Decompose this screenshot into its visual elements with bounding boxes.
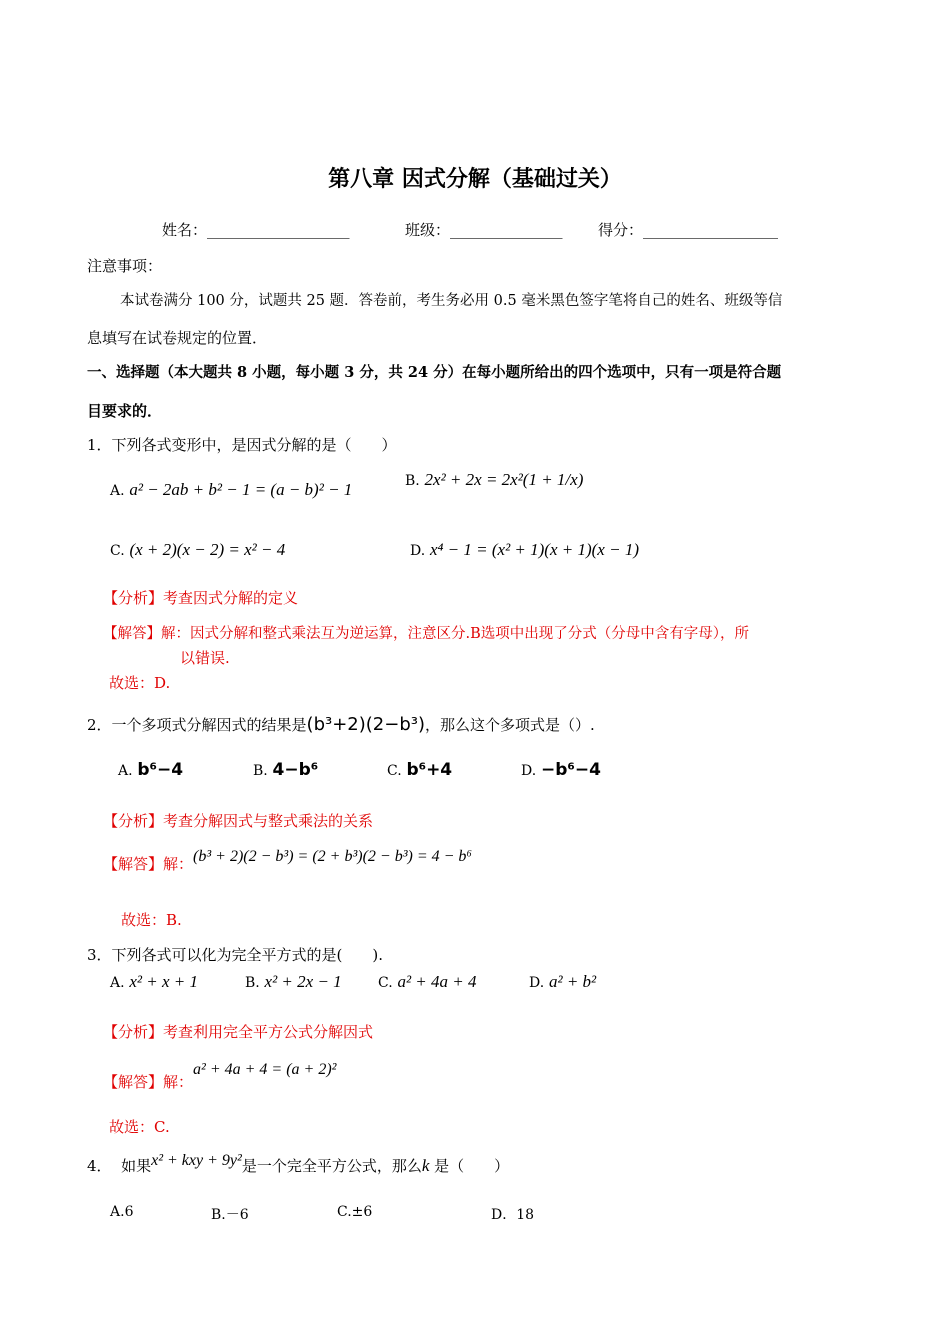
q2-choice: 故选：B.: [121, 911, 182, 929]
q2-option-b: [253, 760, 318, 780]
notice-label: 注意事项：: [87, 257, 163, 275]
option-text: －6: [225, 1207, 249, 1223]
score-field: 得分：__________________: [598, 221, 779, 239]
option-label: B.: [253, 763, 268, 779]
q2-option-d: [521, 760, 601, 780]
option-math: x⁴ − 1 = (x² + 1)(x + 1)(x − 1): [429, 540, 639, 559]
option-text: 6: [124, 1204, 134, 1220]
option-math: b⁶−4: [137, 760, 184, 780]
q3-option-c: [378, 972, 477, 992]
q1-answer: 【解答】解：因式分解和整式乘法互为逆运算，注意区分.B选项中出现了分式（分母中含有字母），所: [103, 626, 750, 642]
option-label: A.: [110, 975, 125, 991]
option-text: ±6: [351, 1204, 373, 1220]
q1-option-a: [110, 480, 352, 500]
q3-option-b: [245, 972, 342, 992]
option-math: a² − 2ab + b² − 1 = (a − b)² − 1: [129, 480, 353, 499]
q1-choice: 故选：D.: [109, 674, 171, 692]
option-label: A.: [118, 763, 133, 779]
answer-math: a² + 4a + 4 = (a + 2)²: [193, 1061, 337, 1078]
stem-end: ，那么这个多项式是（）.: [425, 716, 595, 734]
q4-option-c: [337, 1204, 372, 1220]
stem-end: 是（ ）: [434, 1157, 510, 1175]
q2-analysis: 【分析】考查分解因式与整式乘法的关系: [103, 812, 374, 830]
class-field: 班级：_______________: [405, 221, 563, 239]
stem-text: 2．一个多项式分解因式的结果是: [87, 716, 307, 734]
option-label: B.: [211, 1207, 226, 1223]
notice-text-cont: 息填写在试卷规定的位置．: [87, 329, 268, 347]
option-math: (x + 2)(x − 2) = x² − 4: [129, 540, 286, 559]
page-title: 第八章 因式分解（基础过关）: [328, 167, 622, 192]
stem-math: (b³+2)(2−b³): [306, 714, 425, 735]
stem-text: 如果: [121, 1157, 152, 1175]
q3-choice: 故选：C.: [109, 1118, 170, 1136]
option-label: C.: [110, 543, 125, 559]
option-label: B.: [245, 975, 260, 991]
q1-answer-cont: 以错误.: [180, 649, 230, 667]
q1-analysis: 【分析】考查因式分解的定义: [103, 589, 299, 607]
stem-var: k: [421, 1156, 430, 1175]
option-label: C.: [387, 763, 402, 779]
question-2-stem: [87, 714, 595, 735]
notice-text: 本试卷满分 100 分，试题共 25 题．答卷前，考生务必用 0.5 毫米黑色签字笔将自己的姓名、班级等信: [120, 293, 783, 309]
section-heading: 一、选择题（本大题共 8 小题，每小题 3 分，共 24 分）在每小题所给出的四个选项中，只有一项是符合题: [87, 364, 782, 381]
option-math: x² + x + 1: [129, 972, 198, 991]
option-label: B.: [405, 473, 420, 489]
q3-option-d: [529, 972, 596, 992]
q2-option-c: [387, 760, 452, 780]
option-label: A.: [110, 1204, 125, 1220]
option-math: 4−b⁶: [272, 760, 319, 780]
option-label: D.: [529, 975, 545, 991]
answer-label: 【解答】解：: [103, 1073, 194, 1091]
q1-option-d: [410, 540, 639, 560]
answer-math: (b³ + 2)(2 − b³) = (2 + b³)(2 − b³) = 4 − b⁶: [193, 848, 472, 865]
option-label: C.: [378, 975, 393, 991]
option-math: a² + b²: [548, 972, 597, 991]
option-label: D．: [491, 1207, 517, 1223]
option-label: D.: [410, 543, 426, 559]
section-heading-cont: 目要求的．: [87, 402, 163, 420]
option-label: C.: [337, 1204, 352, 1220]
question-4-stem: [87, 1152, 510, 1176]
stem-mid: 是一个完全平方公式，那么: [241, 1157, 422, 1175]
option-math: x² + 2x − 1: [264, 972, 342, 991]
option-label: D.: [521, 763, 537, 779]
answer-label: 【解答】解：: [103, 855, 194, 873]
name-field: 姓名：___________________: [162, 221, 350, 239]
q2-answer: [103, 845, 472, 873]
q3-answer: [103, 1058, 337, 1091]
option-math: a² + 4a + 4: [397, 972, 477, 991]
q3-analysis: 【分析】考查利用完全平方公式分解因式: [103, 1023, 374, 1041]
stem-math: x² + kxy + 9y²: [151, 1152, 242, 1169]
option-label: A.: [110, 483, 125, 499]
question-3-stem: 3．下列各式可以化为完全平方式的是( ).: [87, 946, 384, 964]
option-math: b⁶+4: [406, 760, 453, 780]
q4-option-d: [491, 1204, 534, 1224]
option-math: 2x² + 2x = 2x²(1 + 1/x): [424, 470, 584, 489]
option-text: 18: [516, 1207, 535, 1223]
q1-option-c: [110, 540, 285, 560]
q4-option-a: [110, 1204, 133, 1220]
q4-option-b: [211, 1204, 249, 1224]
question-1-stem: 1．下列各式变形中，是因式分解的是（ ）: [87, 436, 397, 454]
q3-option-a: [110, 972, 198, 992]
option-math: −b⁶−4: [540, 760, 601, 780]
q1-option-b: [405, 470, 583, 490]
stem-number: 4．: [87, 1157, 112, 1175]
q2-option-a: [118, 760, 183, 780]
